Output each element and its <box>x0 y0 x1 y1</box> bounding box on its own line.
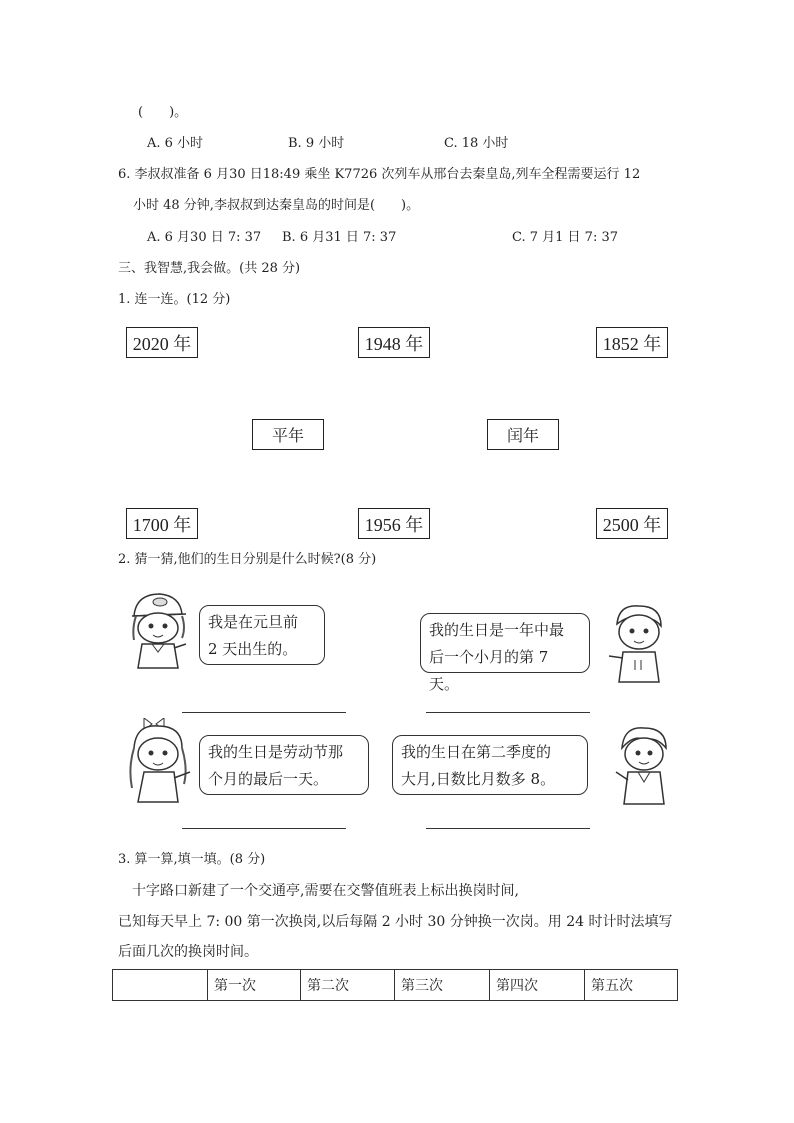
q3-heading: 3. 算一算,填一填。(8 分) <box>118 852 266 867</box>
bubble-3-line1: 我的生日是劳动节那 <box>208 743 344 761</box>
q6-text-line2: 小时 48 分钟,李叔叔到达秦皇岛的时间是( )。 <box>133 198 420 213</box>
bubble-1-line1: 我是在元旦前 <box>208 613 299 631</box>
bubble-4-line1: 我的生日在第二季度的 <box>401 743 552 761</box>
table-header-3: 第三次 <box>395 970 490 1001</box>
leap-year-box: 闰年 <box>487 419 559 450</box>
speech-bubble-3 <box>199 735 369 795</box>
bubble-2-line1: 我的生日是一年中最 <box>429 621 565 639</box>
table-header-5: 第五次 <box>585 970 678 1001</box>
girl-with-bow-illustration <box>124 718 196 804</box>
q3-paragraph-3: 后面几次的换岗时间。 <box>118 944 258 960</box>
speech-bubble-2 <box>420 613 590 693</box>
q5-option-b: B. 9 小时 <box>288 136 345 151</box>
q5-answer-blank: ( )。 <box>138 105 188 120</box>
year-box-1700: 1700 年 <box>126 508 198 539</box>
section-heading: 三、我智慧,我会做。(共 28 分) <box>118 261 301 276</box>
q3-paragraph-1: 十字路口新建了一个交通亭,需要在交警值班表上标出换岗时间, <box>132 883 519 899</box>
q6-option-a: A. 6 月30 日 7: 37 <box>147 230 262 245</box>
boy-illustration-2 <box>612 722 676 806</box>
girl-with-cap-illustration <box>124 588 192 670</box>
q1-heading: 1. 连一连。(12 分) <box>118 292 231 307</box>
q2-heading: 2. 猜一猜,他们的生日分别是什么时候?(8 分) <box>118 552 377 567</box>
answer-line-2[interactable] <box>426 712 590 713</box>
year-box-2500: 2500 年 <box>596 508 668 539</box>
bubble-1-line2: 2 天出生的。 <box>208 640 298 658</box>
answer-line-3[interactable] <box>182 828 346 829</box>
bubble-3-line2: 个月的最后一天。 <box>208 770 329 788</box>
bubble-2-line2: 后一个小月的第 7 天。 <box>429 648 549 693</box>
q6-text-line1: 6. 李叔叔准备 6 月30 日18:49 乘坐 K7726 次列车从邢台去秦皇岛,列车全程需要运行 12 <box>118 167 641 182</box>
q6-option-c: C. 7 月1 日 7: 37 <box>512 230 619 245</box>
shift-change-table <box>112 969 678 1001</box>
q6-option-b: B. 6 月31 日 7: 37 <box>282 230 397 245</box>
speech-bubble-1 <box>199 605 325 665</box>
bubble-4-line2: 大月,日数比月数多 8。 <box>401 770 556 788</box>
common-year-box: 平年 <box>252 419 324 450</box>
answer-line-4[interactable] <box>426 828 590 829</box>
year-box-1852: 1852 年 <box>596 327 668 358</box>
table-header-1: 第一次 <box>208 970 301 1001</box>
table-header-2: 第二次 <box>301 970 395 1001</box>
table-header-4: 第四次 <box>490 970 585 1001</box>
year-box-1948: 1948 年 <box>358 327 430 358</box>
q3-paragraph-2: 已知每天早上 7: 00 第一次换岗,以后每隔 2 小时 30 分钟换一次岗。用 24 时计时法填写 <box>118 914 673 930</box>
speech-bubble-4 <box>392 735 588 795</box>
table-header-blank <box>113 970 208 1001</box>
boy-illustration-1 <box>603 598 673 684</box>
year-box-1956: 1956 年 <box>358 508 430 539</box>
q5-option-a: A. 6 小时 <box>147 136 204 151</box>
answer-line-1[interactable] <box>182 712 346 713</box>
table-row <box>113 970 678 1001</box>
year-box-2020: 2020 年 <box>126 327 198 358</box>
q5-option-c: C. 18 小时 <box>444 136 509 151</box>
